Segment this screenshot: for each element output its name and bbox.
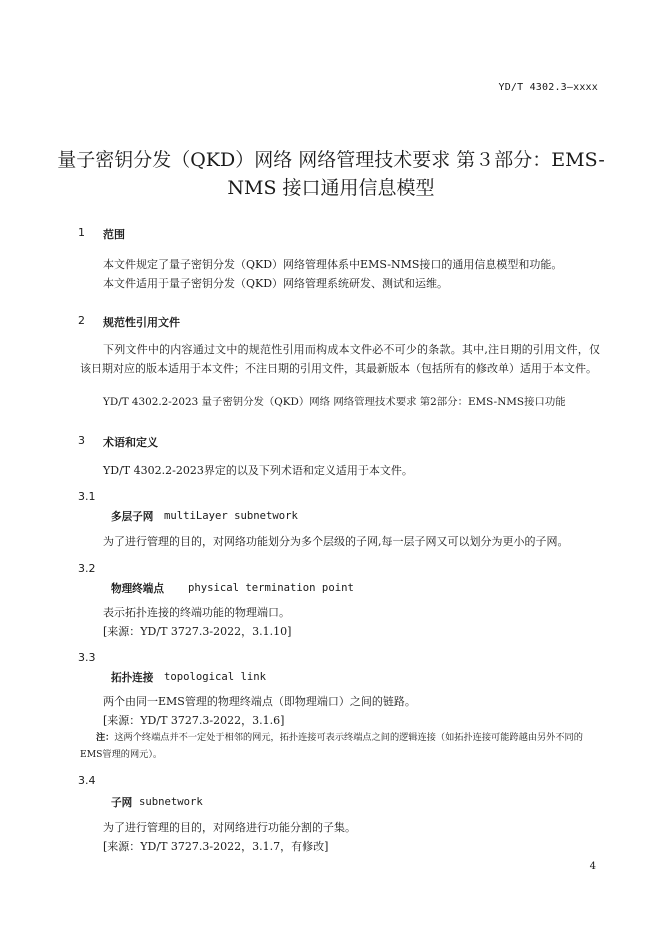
section-3-heading: 术语和定义 [103,436,158,449]
term-3-4-chinese: 子网 [111,797,133,809]
term-3-3-source: [来源：YD/T 3727.3-2022，3.1.6] [103,714,285,727]
term-3-4-source: [来源：YD/T 3727.3-2022，3.1.7，有修改] [103,840,329,853]
section-2-number: 2 [78,314,85,327]
normative-reference-item: YD/T 4302.2-2023 量子密钥分发（QKD）网络 网络管理技术要求 第2部分：EMS-NMS接口功能 [103,396,566,408]
document-title-line-1: 量子密钥分发（QKD）网络 网络管理技术要求 第３部分：EMS- [57,149,605,171]
section-3-number: 3 [78,434,85,447]
term-3-3-english: topological link [164,671,267,683]
section-1-number: 1 [78,226,85,239]
document-id-header: YD/T 4302.3—xxxx [498,82,598,93]
section-2-heading: 规范性引用文件 [103,316,180,329]
section-3-intro: YD/T 4302.2-2023界定的以及下列术语和定义适用于本文件。 [103,464,413,477]
term-3-1-english: multiLayer subnetwork [164,510,298,522]
document-title-line-2: NMS 接口通用信息模型 [227,177,435,199]
term-3-2-english: physical termination point [188,582,354,594]
term-3-3-number: 3.3 [78,651,96,664]
term-3-2-chinese: 物理终端点 [111,583,164,595]
term-3-2-definition: 表示拓扑连接的终端功能的物理端口。 [103,606,290,619]
term-3-4-definition: 为了进行管理的目的，对网络进行功能分割的子集。 [103,821,356,834]
section-1-paragraph-1: 本文件规定了量子密钥分发（QKD）网络管理体系中EMS-NMS接口的通用信息模型和功能。 [103,258,563,271]
term-3-2-source: [来源：YD/T 3727.3-2022，3.1.10] [103,625,292,638]
term-3-3-note [80,729,602,763]
term-3-1-number: 3.1 [78,490,96,503]
term-3-4-english: subnetwork [139,796,203,808]
note-text: 这两个终端点并不一定处于相邻的网元，拓扑连接可表示终端点之间的逻辑连接（如拓扑连接可能跨越由另外不同的EMS管理的网元）。 [80,732,583,760]
term-3-2-number: 3.2 [78,562,96,575]
section-2-paragraph: 下列文件中的内容通过文中的规范性引用而构成本文件必不可少的条款。其中,注日期的引用文件，仅该日期对应的版本适用于本文件；不注日期的引用文件，其最新版本（包括所有的修改单）适用于本文件。 [80,343,600,375]
term-3-1-chinese: 多层子网 [111,511,154,523]
term-3-1-definition: 为了进行管理的目的，对网络功能划分为多个层级的子网,每一层子网又可以划分为更小的子网。 [103,535,569,548]
note-label: 注： [96,732,115,743]
page-number: 4 [589,861,596,872]
term-3-3-definition: 两个由同一EMS管理的物理终端点（即物理端口）之间的链路。 [103,695,416,708]
term-3-4-number: 3.4 [78,774,96,787]
section-1-heading: 范围 [103,228,125,241]
section-1-paragraph-2: 本文件适用于量子密钥分发（QKD）网络管理系统研发、测试和运维。 [103,277,449,290]
term-3-3-chinese: 拓扑连接 [111,672,154,684]
